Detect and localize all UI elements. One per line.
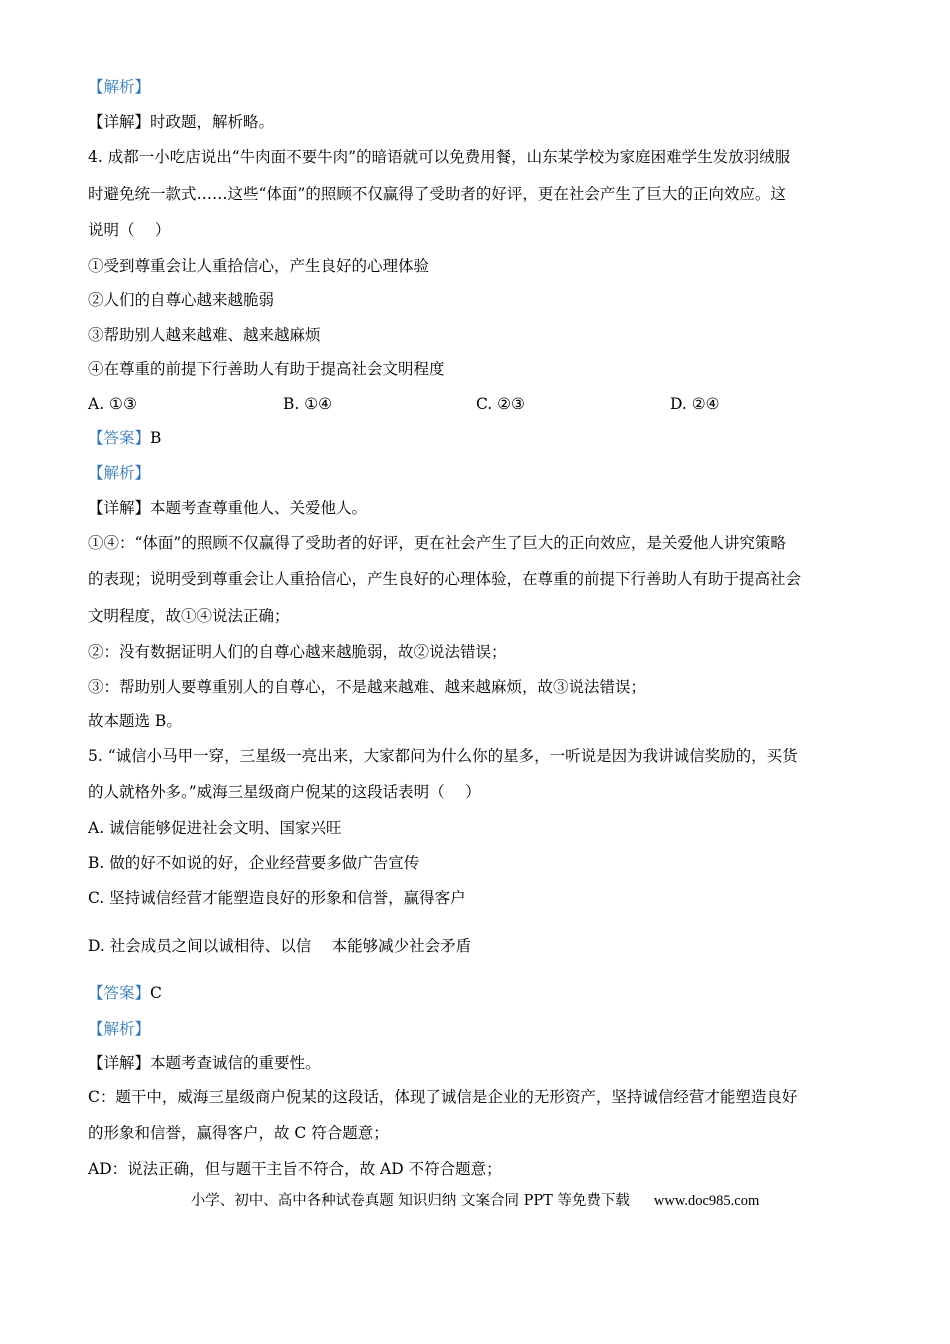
q4-explanation-6: 故本题选 B。 bbox=[88, 712, 182, 730]
q4-statement-4: ④在尊重的前提下行善助人有助于提高社会文明程度 bbox=[88, 360, 445, 378]
answer-tag: 【答案】 bbox=[88, 984, 151, 1002]
q4-explanation-1: ①④：“体面”的照顾不仅赢得了受助者的好评，更在社会产生了巨大的正向效应，是关爱他人讲究策略 bbox=[88, 534, 786, 552]
q4-statement-3: ③帮助别人越来越难、越来越麻烦 bbox=[88, 326, 321, 344]
answer-tag: 【答案】 bbox=[88, 429, 151, 447]
q4-statement-2: ②人们的自尊心越来越脆弱 bbox=[88, 291, 275, 309]
detail-tag: 【详解】 bbox=[88, 113, 151, 131]
q4-option-a: A. ①③ bbox=[88, 395, 137, 413]
detail-text: 时政题，解析略。 bbox=[150, 113, 275, 131]
q5-stem-line-2: 的人就格外多。”威海三星级商户倪某的这段话表明（ ） bbox=[88, 783, 481, 801]
q4-option-d: D. ②④ bbox=[670, 395, 720, 413]
detail-line-1 bbox=[88, 112, 274, 132]
q5-answer-line bbox=[88, 983, 162, 1003]
q4-stem-line-3: 说明（ ） bbox=[88, 221, 171, 239]
detail-tag: 【详解】 bbox=[88, 1054, 151, 1072]
q4-stem-line-2: 时避免统一款式……这些“体面”的照顾不仅赢得了受助者的好评，更在社会产生了巨大的正向效应。这 bbox=[88, 185, 786, 203]
q4-explanation-4: ②：没有数据证明人们的自尊心越来越脆弱，故②说法错误； bbox=[88, 643, 507, 661]
q4-detail: 本题考查尊重他人、关爱他人。 bbox=[150, 499, 368, 517]
analysis-tag-1: 【解析】 bbox=[88, 78, 151, 96]
q4-option-c: C. ②③ bbox=[476, 395, 525, 413]
q4-stem-line-1: 4. 成都一小吃店说出“牛肉面不要牛肉”的暗语就可以免费用餐，山东某学校为家庭困难学生发放羽绒服 bbox=[88, 148, 791, 166]
q4-explanation-3: 文明程度，故①④说法正确； bbox=[88, 607, 290, 625]
q5-stem-line-1: 5. “诚信小马甲一穿，三星级一亮出来，大家都问为什么你的星多，一听说是因为我讲诚信奖励的，买货 bbox=[88, 747, 798, 765]
q4-answer-line bbox=[88, 428, 161, 448]
q5-detail: 本题考查诚信的重要性。 bbox=[150, 1054, 321, 1072]
q4-options-row bbox=[88, 394, 848, 414]
footer-text: 小学、初中、高中各种试卷真题 知识归纳 文案合同 PPT 等免费下载 bbox=[190, 1193, 630, 1209]
q5-option-b: B. 做的好不如说的好，企业经营要多做广告宣传 bbox=[88, 854, 420, 872]
q5-explanation-2: 的形象和信誉，赢得客户，故 C 符合题意； bbox=[88, 1124, 389, 1142]
q5-explanation-1: C：题干中，威海三星级商户倪某的这段话，体现了诚信是企业的无形资产，坚持诚信经营才能塑造良好 bbox=[88, 1088, 798, 1106]
q5-detail-line bbox=[88, 1053, 321, 1073]
q5-option-a: A. 诚信能够促进社会文明、国家兴旺 bbox=[88, 819, 342, 837]
q5-answer: C bbox=[150, 984, 162, 1002]
q4-explanation-2: 的表现；说明受到尊重会让人重拾信心，产生良好的心理体验，在尊重的前提下行善助人有助于提高社会 bbox=[88, 570, 802, 588]
q4-answer: B bbox=[150, 429, 162, 447]
q5-option-d: D. 社会成员之间以诚相待、以信 本能够减少社会矛盾 bbox=[88, 937, 472, 955]
q4-statement-1: ①受到尊重会让人重拾信心，产生良好的心理体验 bbox=[88, 257, 430, 275]
analysis-tag-3: 【解析】 bbox=[88, 1020, 151, 1038]
q5-explanation-3: AD：说法正确，但与题干主旨不符合，故 AD 不符合题意； bbox=[88, 1160, 502, 1178]
footer-url[interactable]: www.doc985.com bbox=[653, 1193, 760, 1209]
q4-detail-line bbox=[88, 498, 367, 518]
analysis-tag-2: 【解析】 bbox=[88, 464, 151, 482]
q4-option-b: B. ①④ bbox=[283, 395, 333, 413]
page-footer bbox=[0, 1191, 950, 1211]
detail-tag: 【详解】 bbox=[88, 499, 151, 517]
q5-option-c: C. 坚持诚信经营才能塑造良好的形象和信誉，赢得客户 bbox=[88, 889, 466, 907]
q4-explanation-5: ③：帮助别人要尊重别人的自尊心，不是越来越难、越来越麻烦，故③说法错误； bbox=[88, 678, 647, 696]
